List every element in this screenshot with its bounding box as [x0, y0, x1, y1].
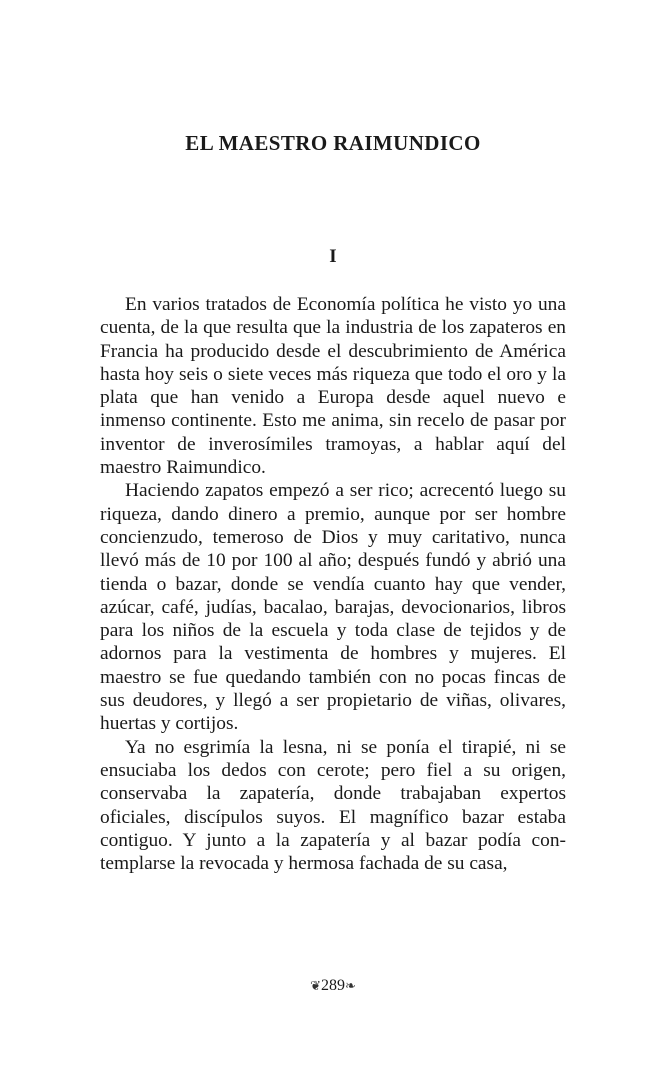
- paragraph: Haciendo zapatos empezó a ser rico; acrecentó luego su riqueza, dando dinero a premio, aunque por ser hombre concienzudo, temeroso de Dios y muy caritativo, nunca llevó más de 10 por 100 al año; después fundó y abrió una tienda o bazar, donde se vendía cuanto hay que vender, azúcar, café, judías, bacalao, barajas, devocionarios, libros para los niños de la escuela y toda clase de tejidos y de adornos para la vestimenta de hombres y mujeres. El maestro se fue quedando también con no pocas fincas de sus deudores, y llegó a ser propietario de viñas, olivares, huertas y cortijos.: [100, 480, 566, 735]
- section-heading: I: [329, 246, 337, 267]
- body-text: [100, 293, 566, 875]
- paragraph: Ya no esgrimía la lesna, ni se ponía el tirapié, ni se ensuciaba los dedos con cerote; pero fiel a su origen, conservaba la zapatería, donde trabajaban expertos oficiales, discípulos suyos. El magnífico bazar estaba contiguo. Y junto a la zapatería y al bazar podía contemplarse la revocada y hermosa fachada de su casa,: [100, 736, 566, 875]
- fleuron-left-icon: ❦: [310, 978, 321, 993]
- page-number: 289: [321, 977, 345, 994]
- fleuron-right-icon: ❧: [345, 978, 356, 993]
- chapter-title: EL MAESTRO RAIMUNDICO: [185, 131, 481, 155]
- paragraph: En varios tratados de Economía política he visto yo una cuenta, de la que resulta que la industria de los zapateros en Francia ha producido desde el descubrimiento de América hasta hoy seis o siete veces más riqueza que todo el oro y la plata que han venido a Europa desde aquel nuevo e inmenso continente. Esto me anima, sin recelo de pasar por inventor de inverosímiles tramoyas, a hablar aquí del maestro Raimundico.: [100, 294, 566, 479]
- page-footer: [0, 977, 650, 995]
